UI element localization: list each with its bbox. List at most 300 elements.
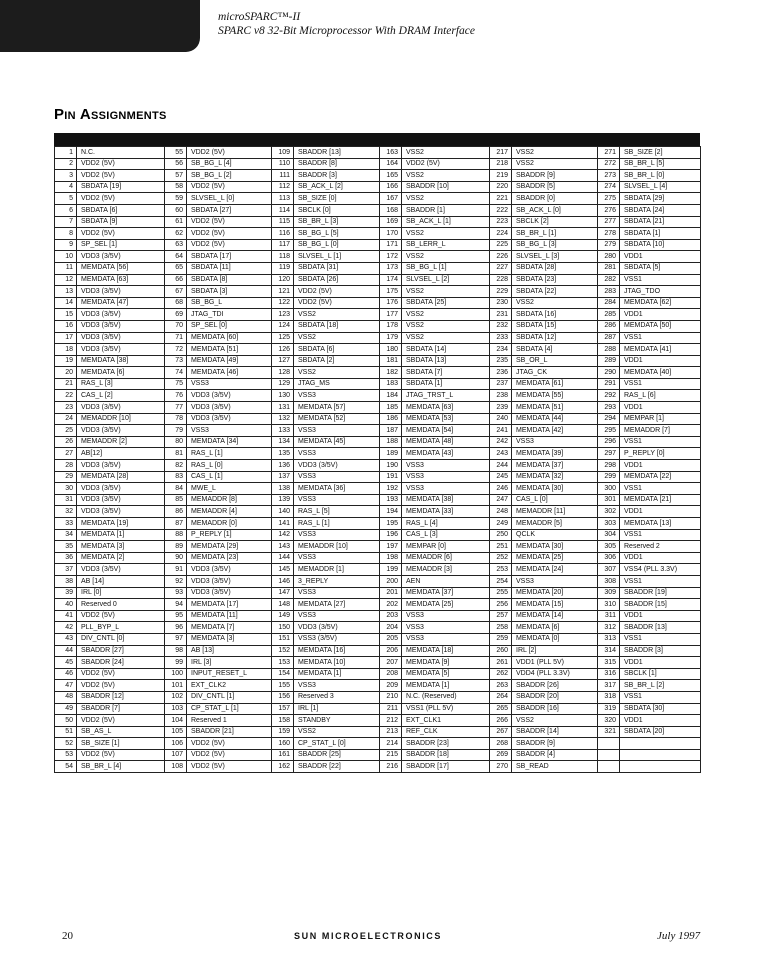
pin-signal: SB_AS_L — [77, 726, 165, 738]
pin-signal: VSS3 — [294, 390, 380, 402]
pin-signal: SB_LERR_L — [402, 239, 490, 251]
pin-number: 67 — [165, 286, 187, 298]
pin-signal: SB_BR_L [2] — [620, 680, 701, 692]
pin-number: 264 — [490, 691, 512, 703]
pin-signal: VSS1 — [620, 483, 701, 495]
pin-signal: VSS3 — [512, 575, 598, 587]
pin-signal: MEMDATA [38] — [402, 494, 490, 506]
pin-signal: SB_ACK_L [0] — [512, 204, 598, 216]
pin-number: 161 — [272, 749, 294, 761]
pin-number: 246 — [490, 483, 512, 495]
pin-number: 173 — [380, 262, 402, 274]
pin-signal: SBADDR [23] — [402, 738, 490, 750]
pin-number: 263 — [490, 680, 512, 692]
pin-number: 143 — [272, 541, 294, 553]
pin-number: 236 — [490, 367, 512, 379]
pin-number: 221 — [490, 193, 512, 205]
pin-number: 202 — [380, 599, 402, 611]
pin-signal: SLVSEL_L [4] — [620, 181, 701, 193]
pin-signal: Reserved 0 — [77, 599, 165, 611]
pin-signal: MEMDATA [44] — [512, 413, 598, 425]
pin-number: 245 — [490, 471, 512, 483]
pin-signal: SBADDR [9] — [512, 170, 598, 182]
pin-number: 265 — [490, 703, 512, 715]
pin-number: 285 — [598, 309, 620, 321]
table-row — [55, 726, 701, 738]
pin-signal: VSS2 — [402, 320, 490, 332]
pin-number: 219 — [490, 170, 512, 182]
pin-signal: VSS3 — [402, 610, 490, 622]
pin-number: 70 — [165, 320, 187, 332]
pin-number: 147 — [272, 587, 294, 599]
pin-number: 23 — [55, 402, 77, 414]
pin-number — [598, 738, 620, 750]
pin-signal: VSS3 — [402, 460, 490, 472]
pin-number: 239 — [490, 402, 512, 414]
footer-date: July 1997 — [657, 930, 701, 942]
pin-number: 276 — [598, 204, 620, 216]
table-row — [55, 506, 701, 518]
pin-signal: VDD3 (3/5V) — [77, 286, 165, 298]
pin-signal: MEMDATA [13] — [620, 518, 701, 530]
pin-signal: SBDATA [25] — [402, 297, 490, 309]
pin-signal: CP_STAT_L [0] — [294, 738, 380, 750]
pin-number: 94 — [165, 599, 187, 611]
pin-number: 41 — [55, 610, 77, 622]
pin-number: 66 — [165, 274, 187, 286]
pin-number — [598, 761, 620, 773]
pin-signal: CAS_L [2] — [77, 390, 165, 402]
pin-number: 155 — [272, 680, 294, 692]
pin-signal: SBADDR [13] — [294, 147, 380, 159]
pin-signal: MEMDATA [3] — [187, 633, 272, 645]
pin-number: 141 — [272, 518, 294, 530]
pin-signal: VDD2 (5V) — [402, 158, 490, 170]
pin-number: 49 — [55, 703, 77, 715]
table-row — [55, 436, 701, 448]
pin-signal: MEMDATA [39] — [512, 448, 598, 460]
pin-number: 320 — [598, 715, 620, 727]
pin-signal: EXT_CLK1 — [402, 715, 490, 727]
pin-number: 262 — [490, 668, 512, 680]
pin-signal: VDD2 (5V) — [77, 158, 165, 170]
pin-number — [598, 749, 620, 761]
pin-signal: VSS2 — [402, 309, 490, 321]
pin-signal: SBDATA [3] — [187, 286, 272, 298]
pin-number: 235 — [490, 355, 512, 367]
pin-signal: SB_BG_L [5] — [294, 228, 380, 240]
pin-number: 166 — [380, 181, 402, 193]
pin-signal: IRL [3] — [187, 657, 272, 669]
pin-number: 10 — [55, 251, 77, 263]
pin-number: 118 — [272, 251, 294, 263]
pin-number: 230 — [490, 297, 512, 309]
pin-number: 197 — [380, 541, 402, 553]
pin-signal — [620, 749, 701, 761]
pin-signal: RAS_L [4] — [402, 518, 490, 530]
pin-signal: SB_ACK_L [2] — [294, 181, 380, 193]
pin-signal: VDD1 (PLL 5V) — [512, 657, 598, 669]
pin-signal: MEMADDR [5] — [512, 518, 598, 530]
pin-number: 19 — [55, 355, 77, 367]
pin-number: 61 — [165, 216, 187, 228]
pin-number: 225 — [490, 239, 512, 251]
pin-signal: VDD3 (3/5V) — [77, 344, 165, 356]
pin-number: 310 — [598, 599, 620, 611]
pin-number: 22 — [55, 390, 77, 402]
pin-number: 165 — [380, 170, 402, 182]
pin-number: 287 — [598, 332, 620, 344]
pin-signal: VSS1 — [620, 529, 701, 541]
pin-number: 231 — [490, 309, 512, 321]
pin-signal: VDD3 (3/5V) — [77, 494, 165, 506]
pin-signal: SBDATA [30] — [620, 703, 701, 715]
pin-signal: MWE_L — [187, 483, 272, 495]
pin-number: 115 — [272, 216, 294, 228]
pin-signal: SB_BR_L [0] — [620, 170, 701, 182]
table-row — [55, 274, 701, 286]
pin-signal: MEMDATA [48] — [402, 436, 490, 448]
pin-number: 48 — [55, 691, 77, 703]
pin-signal: VSS2 — [402, 193, 490, 205]
pin-signal: SBDATA [21] — [620, 216, 701, 228]
pin-number: 240 — [490, 413, 512, 425]
pin-signal: VDD2 (5V) — [77, 193, 165, 205]
pin-number: 58 — [165, 181, 187, 193]
pin-number: 181 — [380, 355, 402, 367]
pin-signal: VSS3 — [294, 552, 380, 564]
pin-number: 208 — [380, 668, 402, 680]
pin-signal: SBDATA [7] — [402, 367, 490, 379]
pin-signal: DIV_CNTL [0] — [77, 633, 165, 645]
pin-number: 309 — [598, 587, 620, 599]
pin-number: 106 — [165, 738, 187, 750]
pin-number: 194 — [380, 506, 402, 518]
pin-signal: SBADDR [19] — [620, 587, 701, 599]
pin-number: 234 — [490, 344, 512, 356]
pin-number: 258 — [490, 622, 512, 634]
pin-number: 158 — [272, 715, 294, 727]
pin-number: 169 — [380, 216, 402, 228]
pin-signal: VSS3 — [294, 529, 380, 541]
table-row — [55, 355, 701, 367]
pin-signal: SB_ACK_L [1] — [402, 216, 490, 228]
pin-number: 296 — [598, 436, 620, 448]
pin-signal: VDD3 (3/5V) — [77, 564, 165, 576]
pin-signal: VDD1 — [620, 460, 701, 472]
pin-number: 175 — [380, 286, 402, 298]
pin-signal: N.C. (Reserved) — [402, 691, 490, 703]
pin-signal: VSS2 — [512, 297, 598, 309]
pin-signal: P_REPLY [1] — [187, 529, 272, 541]
pin-number: 250 — [490, 529, 512, 541]
table-row — [55, 367, 701, 379]
pin-number: 229 — [490, 286, 512, 298]
pin-number: 56 — [165, 158, 187, 170]
pin-signal: MEMDATA [25] — [512, 552, 598, 564]
pin-signal: SBADDR [22] — [294, 761, 380, 773]
pin-number: 278 — [598, 228, 620, 240]
pin-number: 124 — [272, 320, 294, 332]
pin-signal: VDD2 (5V) — [187, 147, 272, 159]
pin-signal: MEMDATA [55] — [512, 390, 598, 402]
pin-number: 3 — [55, 170, 77, 182]
pin-signal: MEMDATA [46] — [187, 367, 272, 379]
pin-number: 307 — [598, 564, 620, 576]
table-row — [55, 657, 701, 669]
pin-number: 100 — [165, 668, 187, 680]
pin-signal: VDD2 (5V) — [187, 181, 272, 193]
table-row — [55, 471, 701, 483]
pin-signal: MEMADDR [4] — [187, 506, 272, 518]
pin-signal: VDD1 — [620, 309, 701, 321]
pin-signal: JTAG_CK — [512, 367, 598, 379]
pin-signal: SBDATA [18] — [294, 320, 380, 332]
pin-signal: MEMADDR [11] — [512, 506, 598, 518]
pin-number: 189 — [380, 448, 402, 460]
pin-signal: SB_BG_L [0] — [294, 239, 380, 251]
pin-number: 111 — [272, 170, 294, 182]
pin-signal: SBADDR [15] — [620, 599, 701, 611]
pin-number: 177 — [380, 309, 402, 321]
pin-signal: MEMADDR [0] — [187, 518, 272, 530]
pin-signal: MEMDATA [1] — [77, 529, 165, 541]
pin-number: 81 — [165, 448, 187, 460]
pin-number: 50 — [55, 715, 77, 727]
pin-signal: VSS3 — [294, 494, 380, 506]
pin-number: 160 — [272, 738, 294, 750]
pin-signal: VDD3 (3/5V) — [77, 425, 165, 437]
pin-signal: SBADDR [9] — [512, 738, 598, 750]
pin-number: 218 — [490, 158, 512, 170]
table-row — [55, 390, 701, 402]
pin-number: 301 — [598, 494, 620, 506]
pin-number: 24 — [55, 413, 77, 425]
pin-number: 63 — [165, 239, 187, 251]
pin-signal: SB_SIZE [1] — [77, 738, 165, 750]
pin-number: 132 — [272, 413, 294, 425]
document-header — [218, 10, 475, 38]
pin-number: 14 — [55, 297, 77, 309]
pin-signal: VSS2 — [402, 228, 490, 240]
pin-signal: SBDATA [31] — [294, 262, 380, 274]
pin-number: 42 — [55, 622, 77, 634]
pin-number: 53 — [55, 749, 77, 761]
pin-signal: SBDATA [8] — [187, 274, 272, 286]
pin-number: 26 — [55, 436, 77, 448]
pin-number: 271 — [598, 147, 620, 159]
pin-number: 224 — [490, 228, 512, 240]
pin-number: 184 — [380, 390, 402, 402]
pin-signal: MEMDATA [50] — [620, 320, 701, 332]
pin-number: 311 — [598, 610, 620, 622]
pin-number: 251 — [490, 541, 512, 553]
pin-signal: SBADDR [7] — [77, 703, 165, 715]
pin-number: 114 — [272, 204, 294, 216]
pin-signal: SB_BR_L [4] — [77, 761, 165, 773]
pin-signal: MEMDATA [7] — [187, 622, 272, 634]
pin-signal: SB_BR_L [3] — [294, 216, 380, 228]
pin-number: 157 — [272, 703, 294, 715]
pin-number: 261 — [490, 657, 512, 669]
pin-number: 107 — [165, 749, 187, 761]
product-name: microSPARC™-II — [218, 11, 301, 23]
pin-number: 292 — [598, 390, 620, 402]
pin-number: 69 — [165, 309, 187, 321]
pin-signal: VSS3 — [294, 587, 380, 599]
pin-number: 7 — [55, 216, 77, 228]
pin-number: 27 — [55, 448, 77, 460]
pin-number: 2 — [55, 158, 77, 170]
pin-signal: VDD2 (5V) — [77, 610, 165, 622]
pin-signal: SB_BG_L — [187, 297, 272, 309]
pin-number: 72 — [165, 344, 187, 356]
table-row — [55, 494, 701, 506]
pin-number: 248 — [490, 506, 512, 518]
pin-number: 209 — [380, 680, 402, 692]
pin-signal — [620, 738, 701, 750]
pin-signal: SBDATA [12] — [512, 332, 598, 344]
pin-signal: MEMDATA [63] — [402, 402, 490, 414]
pin-number: 25 — [55, 425, 77, 437]
pin-signal: VSS3 — [294, 448, 380, 460]
pin-number: 214 — [380, 738, 402, 750]
pin-signal: MEMDATA [1] — [402, 680, 490, 692]
table-row — [55, 170, 701, 182]
pin-number: 313 — [598, 633, 620, 645]
table-row — [55, 332, 701, 344]
pin-signal: SBADDR [27] — [77, 645, 165, 657]
pin-number: 232 — [490, 320, 512, 332]
pin-signal: JTAG_TDI — [187, 309, 272, 321]
pin-signal: CP_STAT_L [1] — [187, 703, 272, 715]
pin-number: 314 — [598, 645, 620, 657]
table-row — [55, 204, 701, 216]
pin-number: 315 — [598, 657, 620, 669]
pin-number: 172 — [380, 251, 402, 263]
pin-signal: SBADDR [18] — [402, 749, 490, 761]
pin-signal: VSS2 — [294, 367, 380, 379]
pin-signal: SB_SIZE [2] — [620, 147, 701, 159]
pin-signal: SBDATA [17] — [187, 251, 272, 263]
pin-signal: VDD2 (5V) — [294, 286, 380, 298]
pin-signal: RAS_L [1] — [294, 518, 380, 530]
pin-signal: EXT_CLK2 — [187, 680, 272, 692]
pin-signal: MEMDATA [33] — [402, 506, 490, 518]
pin-signal: VSS3 — [294, 610, 380, 622]
pin-number: 149 — [272, 610, 294, 622]
pin-signal: SBDATA [14] — [402, 344, 490, 356]
pin-number: 38 — [55, 575, 77, 587]
pin-signal: SBDATA [24] — [620, 204, 701, 216]
pin-signal: Reserved 1 — [187, 715, 272, 727]
pin-signal: SBADDR [1] — [402, 204, 490, 216]
pin-number: 267 — [490, 726, 512, 738]
pin-number: 213 — [380, 726, 402, 738]
pin-number: 207 — [380, 657, 402, 669]
pin-signal: MEMDATA [10] — [294, 657, 380, 669]
pin-signal: VSS2 — [512, 158, 598, 170]
pin-signal: RAS_L [1] — [187, 448, 272, 460]
pin-number: 305 — [598, 541, 620, 553]
table-row — [55, 564, 701, 576]
pin-signal: VDD2 (5V) — [77, 228, 165, 240]
pin-signal: SBDATA [27] — [187, 204, 272, 216]
pin-number: 34 — [55, 529, 77, 541]
pin-signal: SBDATA [29] — [620, 193, 701, 205]
pin-number: 316 — [598, 668, 620, 680]
page-number: 20 — [62, 930, 73, 942]
pin-signal: VSS3 — [187, 378, 272, 390]
pin-number: 68 — [165, 297, 187, 309]
pin-signal: VDD3 (3/5V) — [77, 506, 165, 518]
table-row — [55, 158, 701, 170]
pin-signal: SB_BR_L [5] — [620, 158, 701, 170]
pin-signal: VDD3 (3/5V) — [294, 622, 380, 634]
pin-number: 220 — [490, 181, 512, 193]
pin-signal: MEMADDR [8] — [187, 494, 272, 506]
pin-signal: VSS1 — [620, 274, 701, 286]
pin-signal: SBADDR [24] — [77, 657, 165, 669]
pin-signal: VDD1 — [620, 715, 701, 727]
pin-signal: VDD3 (3/5V) — [77, 460, 165, 472]
pin-signal: SBDATA [13] — [402, 355, 490, 367]
table-row — [55, 344, 701, 356]
pin-number: 317 — [598, 680, 620, 692]
table-row — [55, 680, 701, 692]
table-row — [55, 691, 701, 703]
table-row — [55, 378, 701, 390]
pin-number: 108 — [165, 761, 187, 773]
pin-number: 144 — [272, 552, 294, 564]
pin-number: 241 — [490, 425, 512, 437]
pin-number: 101 — [165, 680, 187, 692]
pin-number: 64 — [165, 251, 187, 263]
pin-signal: VSS2 — [402, 332, 490, 344]
pin-number: 268 — [490, 738, 512, 750]
pin-signal: SBCLK [0] — [294, 204, 380, 216]
pin-signal: SLVSEL_L [1] — [294, 251, 380, 263]
pin-signal: DIV_CNTL [1] — [187, 691, 272, 703]
pin-number: 217 — [490, 147, 512, 159]
pin-number: 29 — [55, 471, 77, 483]
pin-number: 133 — [272, 425, 294, 437]
pin-signal: SBADDR [26] — [512, 680, 598, 692]
pin-number: 46 — [55, 668, 77, 680]
pin-number: 163 — [380, 147, 402, 159]
pin-number: 71 — [165, 332, 187, 344]
pin-number: 62 — [165, 228, 187, 240]
pin-signal: MEMDATA [5] — [402, 668, 490, 680]
pin-signal: SBADDR [16] — [512, 703, 598, 715]
pin-signal: VDD3 (3/5V) — [187, 564, 272, 576]
pin-number: 52 — [55, 738, 77, 750]
pin-number: 283 — [598, 286, 620, 298]
pin-number: 185 — [380, 402, 402, 414]
pin-number: 284 — [598, 297, 620, 309]
pin-number: 31 — [55, 494, 77, 506]
table-row — [55, 518, 701, 530]
pin-number: 4 — [55, 181, 77, 193]
table-row — [55, 529, 701, 541]
pin-signal: SBADDR [0] — [512, 193, 598, 205]
pin-signal: VDD2 (5V) — [187, 738, 272, 750]
pin-number: 78 — [165, 413, 187, 425]
pin-number: 210 — [380, 691, 402, 703]
table-row — [55, 645, 701, 657]
pin-number: 1 — [55, 147, 77, 159]
table-row — [55, 460, 701, 472]
